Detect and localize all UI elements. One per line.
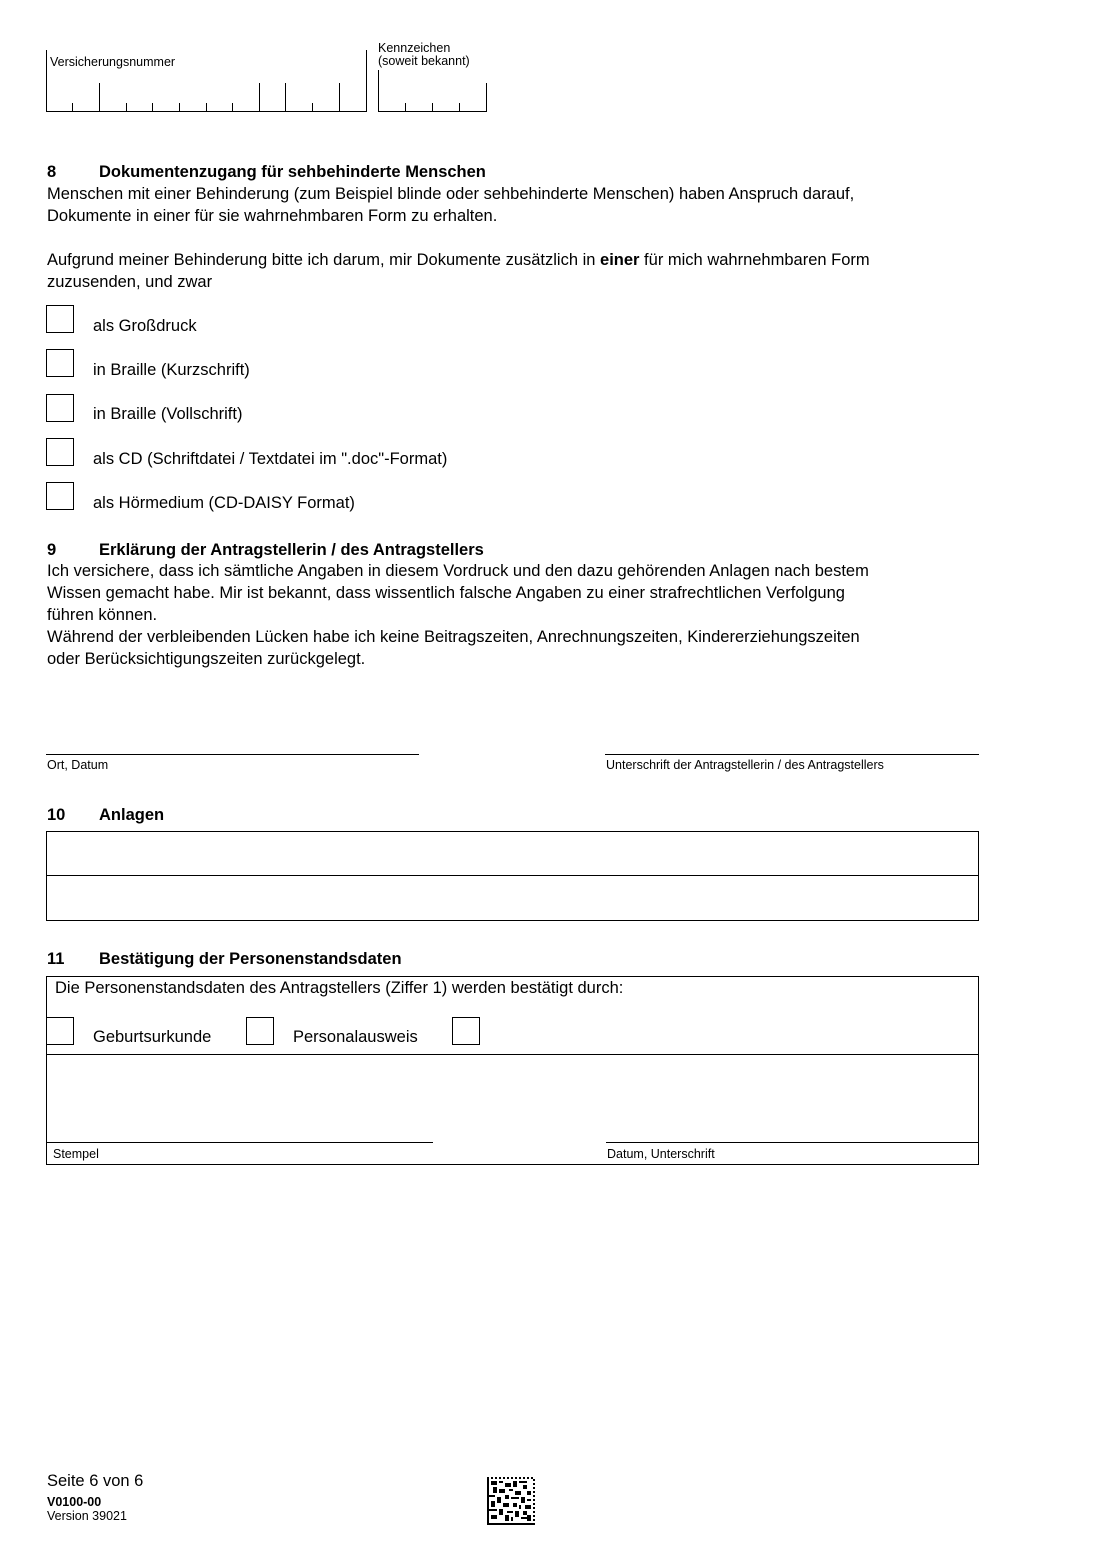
date-signature-label: Datum, Unterschrift [607,1147,715,1161]
section11-number: 11 [47,950,65,968]
insurance-number-right-bar [366,50,367,112]
insurance-number-label: Versicherungsnummer [50,55,176,69]
checkbox-braille-full[interactable] [46,394,74,422]
section8-request-line2: zuzusenden, und zwar [47,273,213,291]
checkbox-birth-certificate[interactable] [46,1017,74,1045]
section8-intro [47,183,1047,227]
birth-certificate-label: Geburtsurkunde [93,1028,212,1046]
section8-title: Dokumentenzugang für sehbehinderte Menschen [99,163,486,181]
request-text-after: für mich wahrnehmbaren Form [639,251,870,269]
section9-declaration [47,560,1057,670]
declaration-line: Während der verbleibenden Lücken habe ich keine Beitragszeiten, Anrechnungszeiten, Kindererziehungszeiten [47,628,860,646]
section8-request [47,249,1047,293]
code-label-line1: Kennzeichen [378,41,451,55]
stamp-line [47,1142,433,1143]
section8-intro-line1: Menschen mit einer Behinderung (zum Beispiel blinde oder sehbehinderte Menschen) haben Anspruch darauf, [47,185,855,203]
signature-label: Unterschrift der Antragstellerin / des Antragstellers [606,758,884,772]
checkbox-id-card[interactable] [246,1017,274,1045]
form-version: Version 39021 [47,1509,127,1523]
section11-heading [47,949,402,969]
section10-title: Anlagen [99,806,165,824]
civil-status-box [46,976,979,1165]
request-text-before: Aufgrund meiner Behinderung bitte ich darum, mir Dokumente zusätzlich in [47,251,601,269]
option-braille-short-label: in Braille (Kurzschrift) [93,361,250,379]
form-id: V0100-00 [47,1495,102,1509]
checkbox-audio-daisy[interactable] [46,482,74,510]
section11-title: Bestätigung der Personenstandsdaten [99,950,402,968]
checkbox-cd-document[interactable] [46,438,74,466]
place-date-line[interactable] [46,754,419,755]
code-field[interactable] [378,84,487,112]
request-text-bold: einer [600,251,640,269]
civil-status-divider [47,1054,978,1055]
section9-heading [47,540,484,560]
page-number: Seite 6 von 6 [47,1472,144,1490]
datamatrix-code-icon [487,1477,535,1525]
id-card-label: Personalausweis [293,1028,418,1046]
signature-line[interactable] [605,754,979,755]
section9-number: 9 [47,541,57,559]
declaration-line: führen können. [47,606,158,624]
place-date-label: Ort, Datum [47,758,109,772]
option-cd-document-label: als CD (Schriftdatei / Textdatei im ".doc"-Format) [93,450,448,468]
code-label [378,42,470,68]
date-signature-line[interactable] [606,1142,978,1143]
section10-heading [47,805,164,825]
section8-heading [47,162,486,182]
declaration-line: Wissen gemacht habe. Mir ist bekannt, dass wissentlich falsche Angaben zu einer strafrechtlichen Verfolgung [47,584,845,602]
attachment-row-2[interactable] [47,876,978,920]
section8-number: 8 [47,163,57,181]
stamp-label: Stempel [53,1147,99,1161]
declaration-line: oder Berücksichtigungszeiten zurückgelegt. [47,650,366,668]
option-audio-daisy-label: als Hörmedium (CD-DAISY Format) [93,494,355,512]
code-label-line2: (soweit bekannt) [378,54,470,68]
civil-status-intro: Die Personenstandsdaten des Antragstellers (Ziffer 1) werden bestätigt durch: [55,979,624,997]
option-large-print-label: als Großdruck [93,317,197,335]
attachment-row-1[interactable] [47,832,978,876]
option-braille-full-label: in Braille (Vollschrift) [93,405,243,423]
attachments-box [46,831,979,921]
section8-intro-line2: Dokumente in einer für sie wahrnehmbaren Form zu erhalten. [47,207,498,225]
checkbox-other[interactable] [452,1017,480,1045]
checkbox-large-print[interactable] [46,305,74,333]
section9-title: Erklärung der Antragstellerin / des Antragstellers [99,541,484,559]
section10-number: 10 [47,806,66,824]
insurance-number-field[interactable] [46,84,367,112]
declaration-line: Ich versichere, dass ich sämtliche Angaben in diesem Vordruck und den dazu gehörenden Anlagen nach bestem [47,562,869,580]
section8-request-line1 [47,249,1047,271]
checkbox-braille-short[interactable] [46,349,74,377]
